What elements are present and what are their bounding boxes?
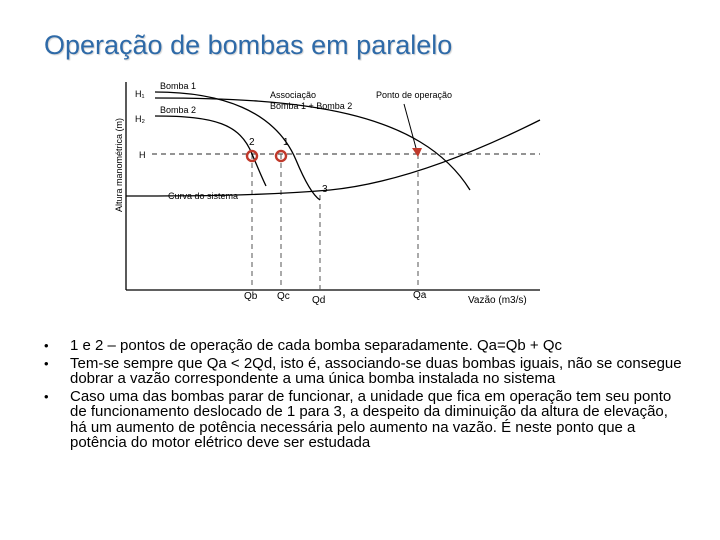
flow-qd: Qd xyxy=(312,295,326,306)
label-ponto-operacao: Ponto de operação xyxy=(376,90,453,100)
label-associacao-1: Associação xyxy=(270,90,317,100)
label-curva-sistema: Curva do sistema xyxy=(168,191,239,201)
operating-point-pointer xyxy=(404,104,416,148)
bullet-item: • 1 e 2 – pontos de operação de cada bomba separadamente. Qa=Qb + Qc xyxy=(44,338,684,354)
bullet-list xyxy=(44,338,684,453)
point-3-label: 3 xyxy=(322,184,328,195)
tick-h: H xyxy=(139,150,146,160)
flow-qa: Qa xyxy=(413,290,427,301)
bullet-item: • Tem-se sempre que Qa < 2Qd, isto é, associando-se duas bombas iguais, não se consegue dobrar a vazão correspondente a uma única bomba instalada no sistema xyxy=(44,356,684,387)
x-axis-label: Vazão (m3/s) xyxy=(468,295,527,306)
point-1-label: 1 xyxy=(283,137,289,148)
label-bomba1: Bomba 1 xyxy=(160,81,197,91)
slide-title: Operação de bombas em paralelo xyxy=(44,30,453,60)
label-bomba2: Bomba 2 xyxy=(160,105,197,115)
associacao-curve xyxy=(155,98,470,190)
flow-qb: Qb xyxy=(244,291,258,302)
tick-h2: H₂ xyxy=(135,114,145,124)
bullet-item: • Caso uma das bombas parar de funcionar, a unidade que fica em operação tem seu ponto de funcionamento deslocado de 1 para 3, a despeito da diminuição da altura de elevação, há um aumento de potência necessária pelo aumento na vazão. É neste ponto que a potência do motor elétrico deve ser estudada xyxy=(44,389,684,451)
operating-point-marker xyxy=(412,148,422,157)
y-axis-label: Altura manométrica (m) xyxy=(114,117,124,213)
flow-qc: Qc xyxy=(277,291,290,302)
tick-h1: H₁ xyxy=(135,89,145,99)
label-associacao-2: Bomba 1 + Bomba 2 xyxy=(270,101,353,111)
curva-sistema xyxy=(126,120,540,196)
point-2-label: 2 xyxy=(249,137,255,148)
